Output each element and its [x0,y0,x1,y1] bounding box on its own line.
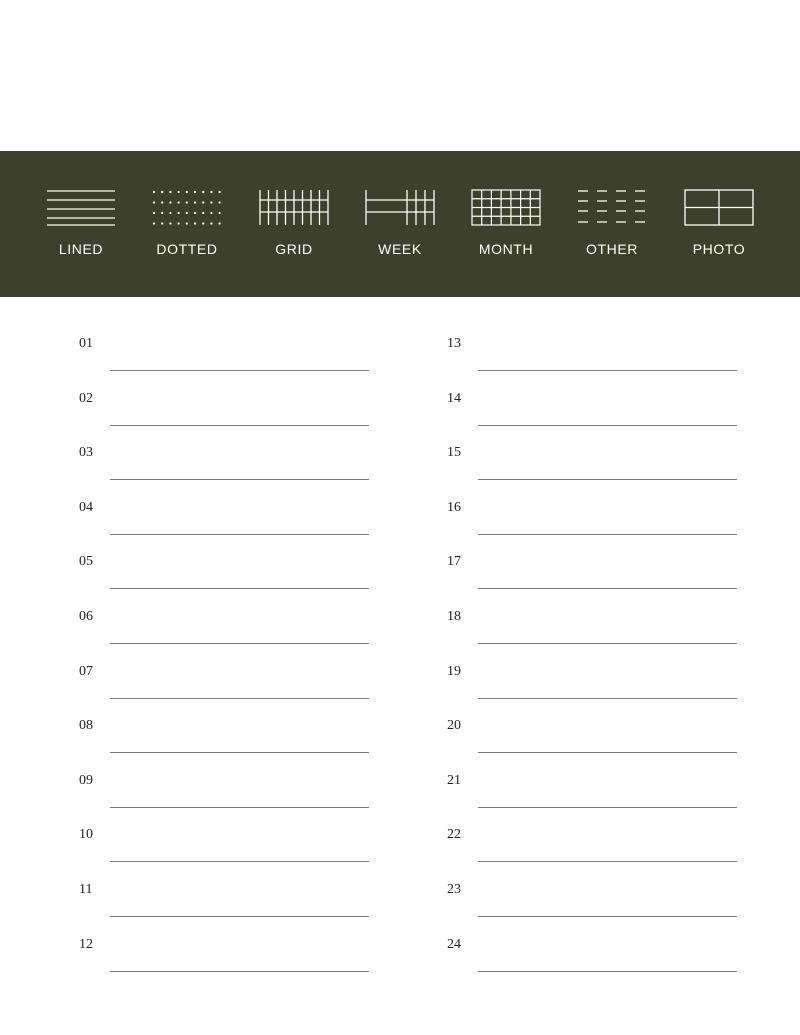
entry-line[interactable] [110,588,369,589]
month-icon [471,189,541,227]
entry-number: 14 [447,390,461,406]
dot [153,222,155,224]
dotted-icon [152,189,222,227]
entry-line[interactable] [110,971,369,972]
lined-icon [46,189,116,227]
entry-number: 04 [79,499,93,515]
entry-number: 19 [447,663,461,679]
week-icon [365,189,435,227]
grid-icon [259,189,329,227]
template-label-dotted: DOTTED [156,241,218,257]
other-icon [577,189,647,227]
template-grid[interactable] [239,151,349,297]
entry-line[interactable] [110,861,369,862]
dot [178,191,180,193]
entry-line[interactable] [110,643,369,644]
dot [161,212,163,214]
entry-number: 15 [447,445,461,461]
entry-number: 02 [79,390,93,406]
entry-line[interactable] [478,807,737,808]
dot [219,222,221,224]
template-selector-bar [0,151,800,297]
dot [186,191,188,193]
entry-number: 08 [79,718,93,734]
template-label-month: MONTH [478,241,534,257]
template-lined[interactable] [26,151,136,297]
entry-number: 13 [447,336,461,351]
dot [202,222,204,224]
entry-line[interactable] [110,534,369,535]
dot [178,201,180,203]
dot [161,222,163,224]
entry-line[interactable] [110,479,369,480]
template-label-other: OTHER [586,241,638,257]
entry-line[interactable] [478,971,737,972]
photo-icon [684,189,754,227]
dot [194,201,196,203]
entry-line[interactable] [478,916,737,917]
dot [210,201,212,203]
entry-number: 20 [447,718,461,734]
template-photo[interactable] [664,151,774,297]
dot [186,212,188,214]
entry-line[interactable] [478,425,737,426]
entry-line[interactable] [110,698,369,699]
dot [219,212,221,214]
template-other[interactable] [557,151,667,297]
template-week[interactable] [345,151,455,297]
dot [161,201,163,203]
template-label-lined: LINED [58,241,104,257]
entry-number: 07 [79,663,93,679]
entry-line[interactable] [478,370,737,371]
dot [153,212,155,214]
entry-line[interactable] [110,807,369,808]
dot [169,212,171,214]
entry-line[interactable] [110,916,369,917]
dot [153,191,155,193]
dot [194,191,196,193]
dot [202,191,204,193]
entry-line[interactable] [110,425,369,426]
entry-line[interactable] [478,479,737,480]
dot [169,201,171,203]
entry-number: 24 [447,936,461,952]
entry-line[interactable] [478,861,737,862]
template-label-photo: PHOTO [692,241,746,257]
entry-line[interactable] [478,534,737,535]
dot [178,212,180,214]
dot [169,191,171,193]
entry-number: 21 [447,772,461,788]
dot [210,191,212,193]
dot [219,191,221,193]
entry-line[interactable] [478,752,737,753]
dot [202,212,204,214]
dot [186,222,188,224]
template-dotted[interactable] [132,151,242,297]
entry-line[interactable] [110,370,369,371]
entry-number: 18 [447,608,461,624]
template-label-week: WEEK [378,241,422,257]
entry-number: 17 [447,554,461,570]
entry-number: 11 [79,881,93,897]
entry-number: 12 [79,936,93,952]
entry-line[interactable] [478,698,737,699]
dot [153,201,155,203]
dot [210,212,212,214]
entry-number: 03 [79,445,93,461]
template-month[interactable] [451,151,561,297]
entry-number: 16 [447,499,461,515]
dot [186,201,188,203]
dot [169,222,171,224]
dot [202,201,204,203]
dot [194,222,196,224]
entry-number: 05 [79,554,93,570]
entry-number: 22 [447,827,461,843]
template-label-grid: GRID [275,241,313,257]
entry-line[interactable] [478,588,737,589]
dot [219,201,221,203]
entry-number: 01 [79,336,93,351]
entry-number: 10 [79,827,93,843]
entry-line[interactable] [478,643,737,644]
dot [178,222,180,224]
entry-line[interactable] [110,752,369,753]
entry-number: 23 [447,881,461,897]
dot [194,212,196,214]
dot [210,222,212,224]
entry-number: 06 [79,608,93,624]
dot [161,191,163,193]
entry-number: 09 [79,772,93,788]
